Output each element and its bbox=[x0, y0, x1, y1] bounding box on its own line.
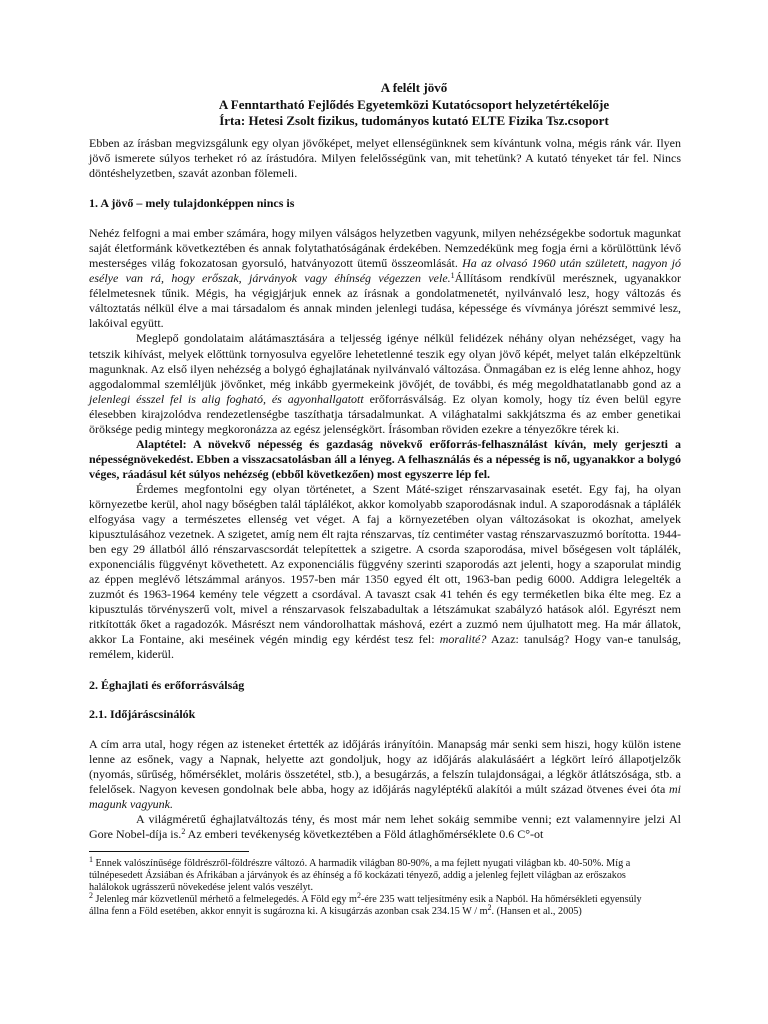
text-run: Nehéz felfogni a mai ember számára, hogy milyen válságos helyzetben vagyunk, milyen nehézségekbe sodortuk magunkat saját életformánk következtében és annak folytathatóságának érdekében. Nemzedékünk meg fogja érni a körülöttünk lévő mesterséges világ fokozatosan gyorsuló, hatványozott ütemű összeomlását. bbox=[89, 226, 681, 271]
text-run: Állításom rendkívül merésznek, ugyanakkor félelmetesnek tűnik. Mégis, ha végigjárjuk ennek az írásnak a gondolatmenetét, nyilvánvaló lesz, hogy változás és változtatás nélkül élve a mai társadalom és annak minden jelenlegi tudása, képessége és vívmánya jórészt semmivé lesz, lakóival együtt. bbox=[89, 271, 681, 331]
footnote-text: Jelenleg már közvetlenül mérhető a felmelegedés. A Föld egy m bbox=[95, 894, 357, 905]
document-subtitle: A Fenntartható Fejlődés Egyetemközi Kutatócsoport helyzetértékelője bbox=[218, 96, 610, 112]
document-author: Írta: Hetesi Zsolt fizikus, tudományos kutató ELTE Fizika Tsz.csoport bbox=[219, 113, 609, 128]
italic-run: Ha az olvasó 1960 után született, nagyon jó esélye van rá, hogy erőszak, járványok vagy éhínség végezzen vele. bbox=[89, 256, 682, 286]
section-1-heading: 1. A jövő – mely tulajdonképpen nincs is bbox=[89, 196, 295, 211]
section-2-heading: 2. Éghajlati és erőforrásválság bbox=[89, 677, 245, 692]
italic-run: mi magunk vagyunk. bbox=[89, 781, 681, 811]
text-run: A világméretű éghajlatváltozás tény, és most már nem lehet sokáig semmibe venni; ezt valamennyire jelzi Al Gore Nobel-díja is. bbox=[89, 811, 681, 841]
footnote-mark: 2 bbox=[89, 891, 93, 900]
text-run: Érdemes megfontolni egy olyan történetet, a Szent Máté-sziget rénszarvasainak esetét. Egy faj, ha olyan környezetbe kerül, ahol nagy bőségben talál táplálékot, akkor komolyabb szaporodásnak indul. A szaporodásnak a táplálék elfogyása vagy a természetes ellenség vet véget. A faj a környezetében olyan változásokat is okozhat, amelyek kipusztulásához vezetnek. A szigetet, amíg nem élt rajta rénszarvas, tíz centiméter vastag rénszarvaszuzmó borította. 1944-ben egy 29 állatból álló rénszarvascsordát telepítettek a szigetre. A csorda szaporodása, mivel bőségesen volt táplálék, exponenciális függvényt követhetett. Az exponenciális függvény szerinti szaporodás azt jelenti, hogy a szaporulat mindig az éppen meglévő létszámmal arányos. 1957-ben már 1350 egyed élt ott, 1963-ban pedig 6000. Addigra lelegelték a zuzmót és 1963-1964 kemény tele végzett a csordával. A tavaszt csak 41 tehén és egy terméketlen bika élte meg. Ez a kipusztulás törvényszerű volt, mivel a rénszarvasok felszabadultak a létszámukat szabályzó hatások alól. Egyrészt nem ritkították őket a ragadozók. Másrészt nem vándorolhattak máshová, ezért a zuzmó nem újulhatott meg. Ha már állatok, akkor La Fontaine, aki meséinek végén mindig egy kérdést tesz fel: bbox=[89, 481, 681, 647]
section-1-paragraph-4 bbox=[89, 482, 681, 663]
bold-run: Alaptétel: A növekvő népesség és gazdaság növekvő erőforrás-felhasználást kíván, mely gerjeszti a népességnövekedést. Ebben a visszacsatolásban áll a lényeg. A felhasználás és a népesség is nő, ugyanakkor a bolygó véges, ráadásul két súlyos nehézség (ebből következően) most egyszerre lép fel. bbox=[89, 436, 681, 481]
text-run: Az emberi tevékenység következtében a Föld átlaghőmérséklete 0.6 C°-ot bbox=[187, 826, 544, 841]
footnote-1 bbox=[89, 855, 649, 894]
superscript: 2 bbox=[356, 891, 361, 900]
footnote-ref-2[interactable]: 2 bbox=[181, 826, 186, 836]
section-1-thesis bbox=[89, 437, 681, 482]
footnote-text: . (Hansen et al., 2005) bbox=[491, 906, 582, 917]
intro-paragraph: Ebben az írásban megvizsgálunk egy olyan jövőképet, melyet ellenségünknek sem kívántunk volna, mégis ránk vár. Ilyen jövő ismerete súlyos terheket ró az írástudóra. Milyen felelősségünk van, mit tehetünk? A kutató tényeket tár fel. Nincs döntéshelyzetben, szavát azonban fölemeli. bbox=[89, 136, 681, 181]
text-run: Meglepő gondolataim alátámasztására a teljesség igénye nélkül felidézek néhány olyan nehézséget, vagy ha tetszik kihívást, melyek előttünk tornyosulva egyelőre lehetetlenné teszik egy olyan jövő képét, melyet talán elképzeltünk magunknak. Az első ilyen nehézség a bolygó éghajlatának nyilvánvaló változása. Önmagában ez is elég lenne ahhoz, hogy aggodalommal szemléljük jövőnket, még inkább gyermekeink jövőjét, de további, és még megoldhatatlanabb gond az a bbox=[89, 331, 681, 391]
section-2-paragraph-1 bbox=[89, 737, 681, 812]
footnote-2 bbox=[89, 891, 649, 918]
document-title: A felélt jövő bbox=[380, 80, 448, 95]
text-run: A cím arra utal, hogy régen az isteneket értették az időjárás irányítóin. Manapság már senki sem hiszi, hogy külön istene lenne az esőnek, vagy a Napnak, helyette azt gondoljuk, hogy az időjárás alakulásáért a légkört leíró állapotjelzők (nyomás, sűrűség, hőmérséklet, moláris összetétel, stb.), a besugárzás, a felszín tulajdonságai, a légkör átlátszósága, stb. a felelősek. Nagyon kevesen gondolnak bele abba, hogy az időjárás nagyléptékű alakítói a múlt század ötvenes évei óta bbox=[89, 736, 681, 796]
section-1-paragraph-2 bbox=[89, 331, 681, 436]
footnote-text: Ennek valószínűsége földrészről-földrészre változó. A harmadik világban 80-90%, a ma fejlett nyugati világban kb. 40-50%. Míg a túlnépesedett Ázsiában és Afrikában a járványok és az éhínség a fő kockázati tényező, addig a jelenleg fejlett világban az erőszakos halálokok ugrásszerű növekedése jelent valós veszélyt. bbox=[89, 858, 631, 893]
title-block bbox=[0, 80, 768, 130]
section-2-paragraph-2 bbox=[89, 812, 681, 842]
footnote-mark: 1 bbox=[89, 855, 93, 864]
body-text bbox=[89, 136, 681, 842]
superscript: 2 bbox=[487, 903, 492, 912]
footnote-divider bbox=[89, 851, 249, 852]
section-1-paragraph-1 bbox=[89, 226, 681, 331]
text-run: Azaz: tanulság? Hogy van-e tanulság, remélem, kiderül. bbox=[89, 632, 682, 662]
footnote-text: -ére 235 watt teljesítmény esik a Napból. Ha hőmérsékleti egyensúly állna fenn a Föld esetében, akkor ennyit is sugározna ki. A kisugárzás azonban csak 234.15 W / m bbox=[89, 894, 642, 917]
text-run: erőforrásválság. Ez olyan komoly, hogy tíz éven belül egyre élesebben kirajzolódva rendezetlenségbe taszíthatja társadalmunkat. A világhatalmi sakkjátszma és az ember genetikai öröksége pedig mintegy megkoronázza az egész jelenségkört. Írásomban röviden ezekre a tényezőkre térek ki. bbox=[89, 391, 681, 436]
italic-run: moralité? bbox=[439, 632, 487, 647]
footnotes bbox=[89, 855, 649, 918]
footnote-ref-1[interactable]: 1 bbox=[450, 271, 455, 281]
section-2-1-heading: 2.1. Időjáráscsinálók bbox=[89, 706, 196, 721]
italic-run: jelenlegi ésszel fel is alig fogható, és agyonhallgatott bbox=[89, 391, 364, 406]
